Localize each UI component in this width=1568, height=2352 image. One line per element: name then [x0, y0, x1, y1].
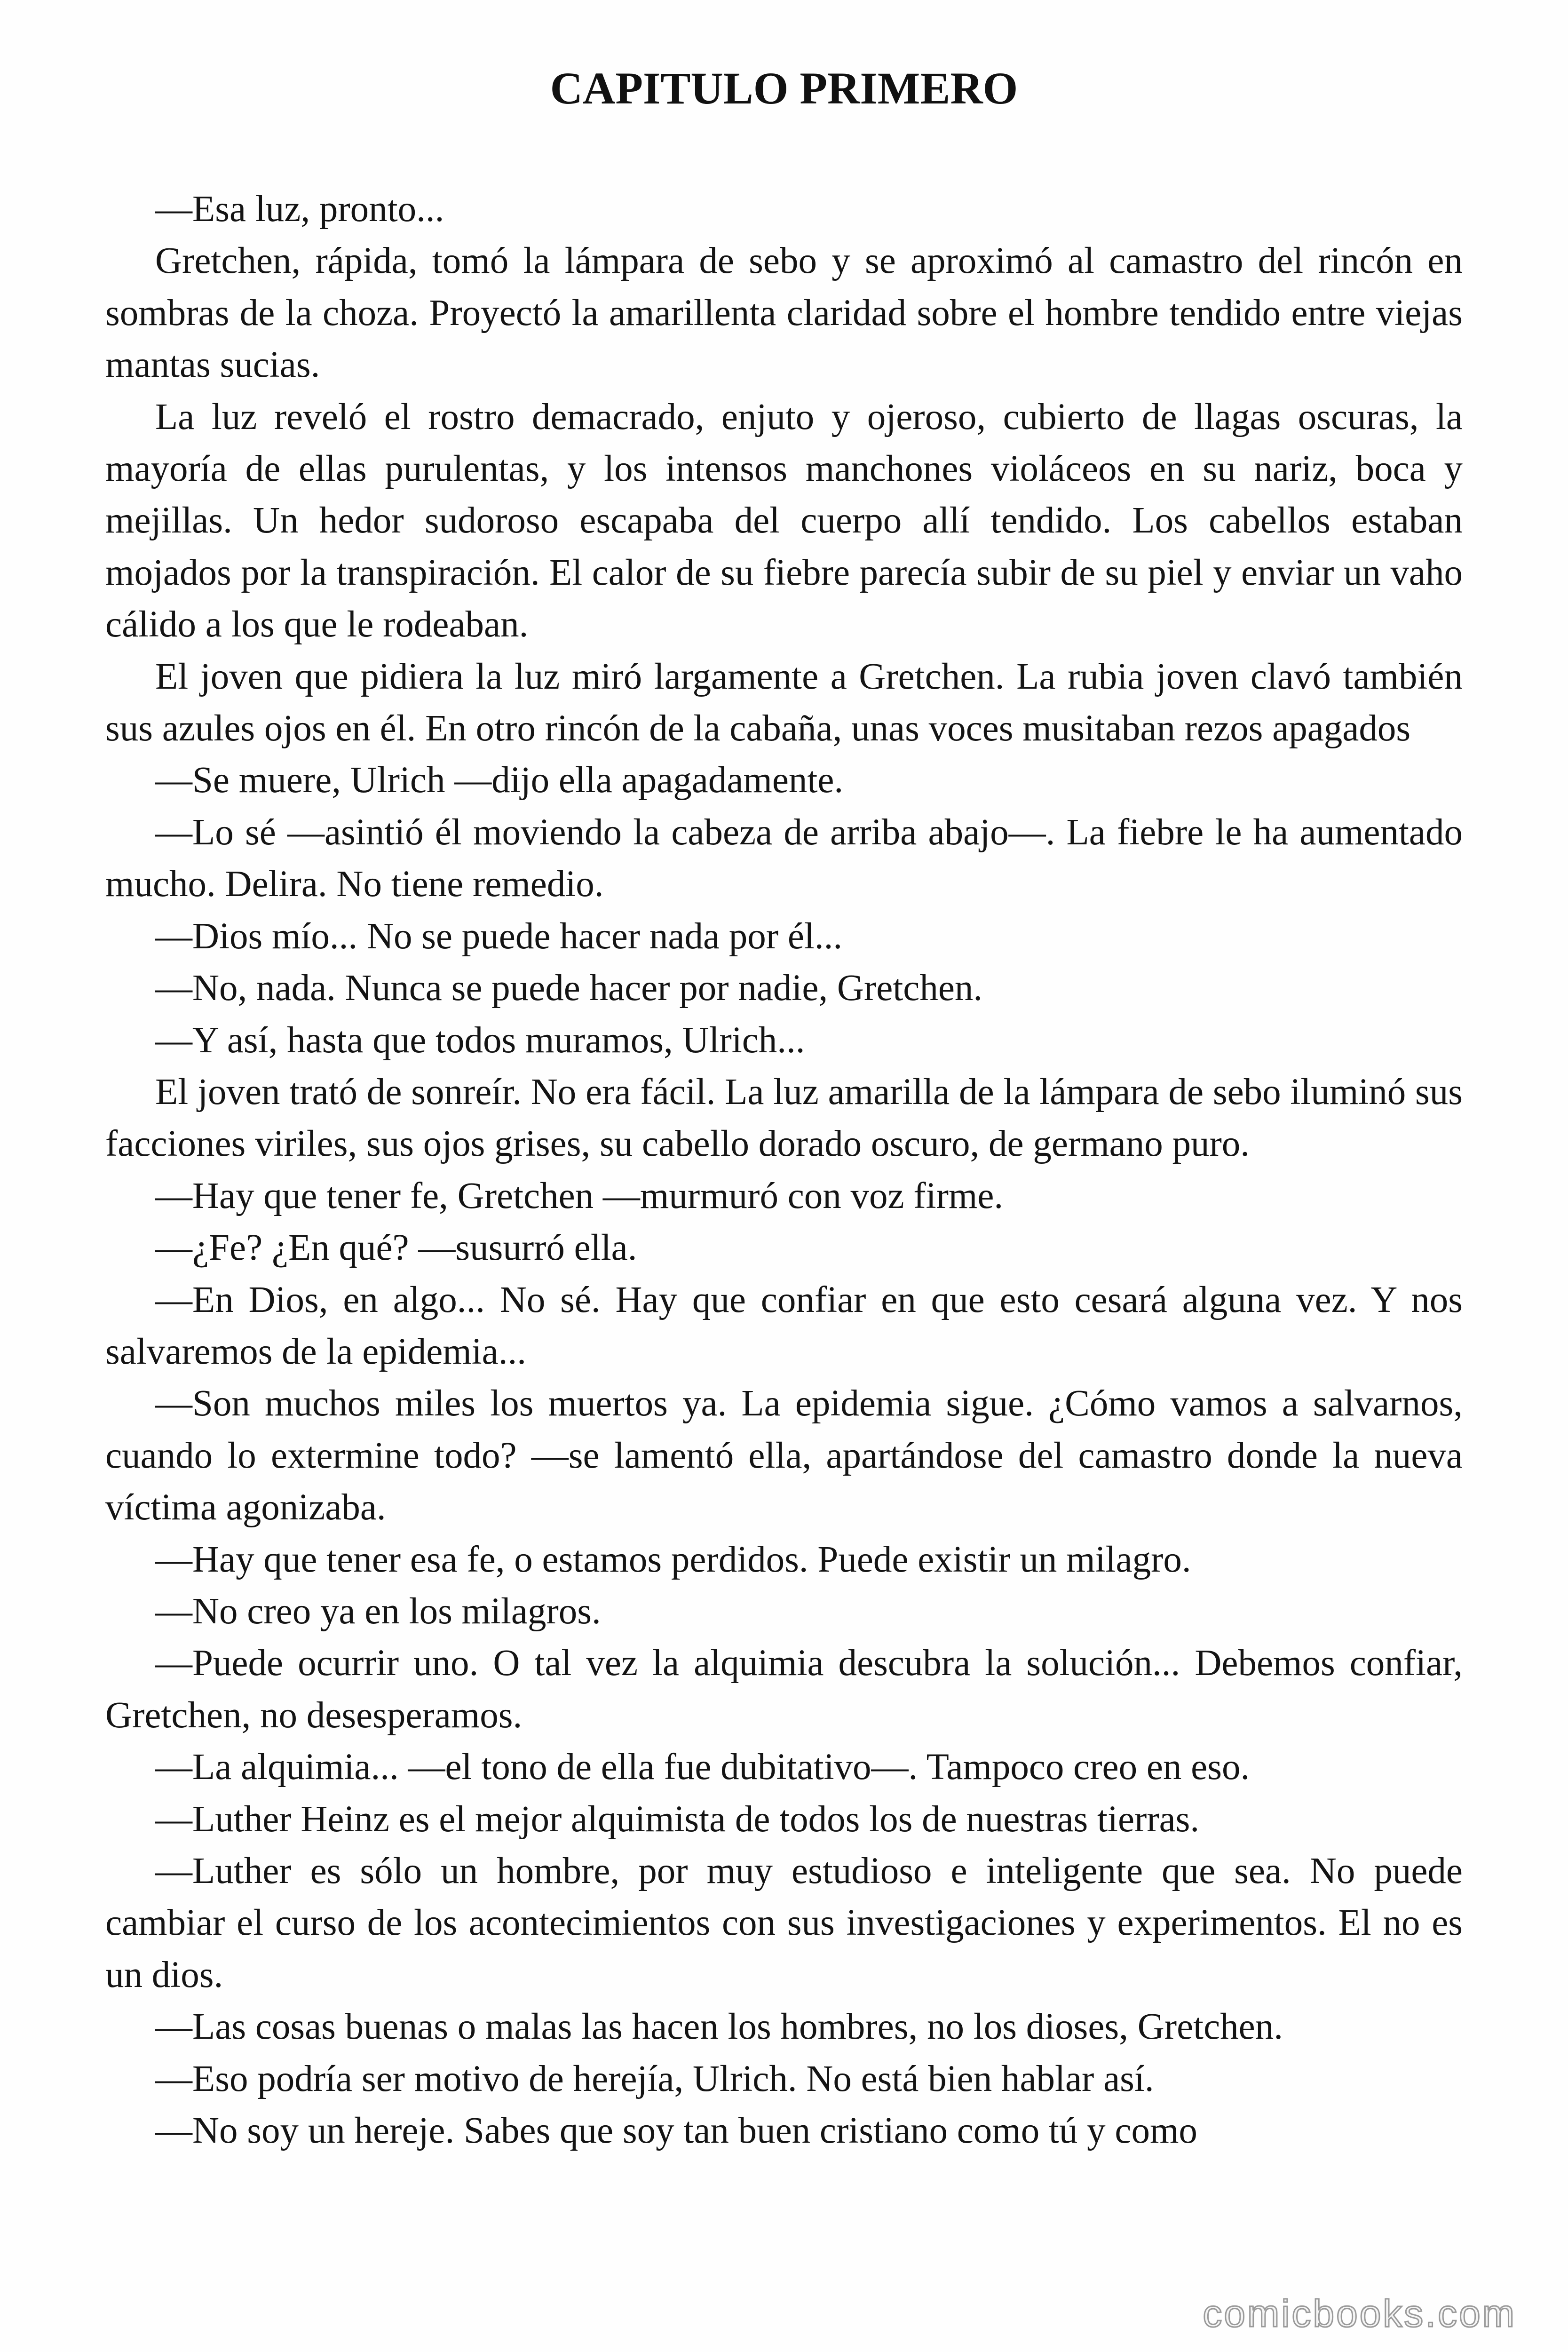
- chapter-title: CAPITULO PRIMERO: [550, 63, 1018, 113]
- paragraph: —Lo sé —asintió él moviendo la cabeza de arriba abajo—. La fiebre le ha aumentado mucho. Delira. No tiene remedio.: [105, 811, 1463, 905]
- paragraph: —La alquimia... —el tono de ella fue dubitativo—. Tampoco creo en eso.: [155, 1747, 1250, 1788]
- paragraph: —¿Fe? ¿En qué? —susurró ella.: [155, 1227, 637, 1269]
- paragraph: —Las cosas buenas o malas las hacen los hombres, no los dioses, Gretchen.: [155, 2006, 1283, 2048]
- chapter-body: [105, 183, 1463, 2157]
- paragraph: —Se muere, Ulrich —dijo ella apagadamente.: [155, 760, 844, 801]
- paragraph: —Son muchos miles los muertos ya. La epidemia sigue. ¿Cómo vamos a salvarnos, cuando lo extermine todo? —se lamentó ella, apartándose del camastro donde la nueva víctima agonizaba.: [105, 1383, 1463, 1528]
- paragraph: —Puede ocurrir uno. O tal vez la alquimia descubra la solución... Debemos confiar, Gretchen, no desesperamos.: [105, 1643, 1463, 1736]
- paragraph: Gretchen, rápida, tomó la lámpara de sebo y se aproximó al camastro del rincón en sombras de la choza. Proyectó la amarillenta claridad sobre el hombre tendido entre viejas mantas sucias.: [105, 240, 1463, 386]
- paragraph: —Luther Heinz es el mejor alquimista de todos los de nuestras tierras.: [155, 1798, 1200, 1840]
- paragraph: —Dios mío... No se puede hacer nada por él...: [155, 915, 843, 957]
- paragraph: —Hay que tener esa fe, o estamos perdidos. Puede existir un milagro.: [155, 1539, 1191, 1580]
- paragraph: —Luther es sólo un hombre, por muy estudioso e inteligente que sea. No puede cambiar el curso de los acontecimientos con sus investigaciones y experimentos. El no es un dios.: [105, 1851, 1463, 1995]
- site-watermark: comicbooks.com: [1203, 2292, 1516, 2335]
- paragraph: La luz reveló el rostro demacrado, enjuto y ojeroso, cubierto de llagas oscuras, la mayoría de ellas purulentas, y los intensos manchones violáceos en su nariz, boca y mejillas. Un hedor sudoroso escapaba del cuerpo allí tendido. Los cabellos estaban mojados por la transpiración. El calor de su fiebre parecía subir de su piel y enviar un vaho cálido a los que le rodeaban.: [105, 396, 1463, 645]
- paragraph-cut-off: —No soy un hereje. Sabes que soy tan buen cristiano como tú y como: [155, 2110, 1197, 2152]
- paragraph: El joven trató de sonreír. No era fácil. La luz amarilla de la lámpara de sebo iluminó sus facciones viriles, sus ojos grises, su cabello dorado oscuro, de germano puro.: [105, 1071, 1463, 1165]
- paragraph: El joven que pidiera la luz miró largamente a Gretchen. La rubia joven clavó también sus azules ojos en él. En otro rincón de la cabaña, unas voces musitaban rezos apagados: [105, 656, 1463, 749]
- paragraph: —En Dios, en algo... No sé. Hay que confiar en que esto cesará alguna vez. Y nos salvaremos de la epidemia...: [105, 1279, 1463, 1372]
- paragraph: —Y así, hasta que todos muramos, Ulrich...: [155, 1019, 805, 1061]
- paragraph: —Eso podría ser motivo de herejía, Ulrich. No está bien hablar así.: [155, 2058, 1154, 2099]
- paragraph: —Hay que tener fe, Gretchen —murmuró con voz firme.: [155, 1175, 1004, 1216]
- paragraph: —Esa luz, pronto...: [155, 189, 444, 230]
- paragraph: —No, nada. Nunca se puede hacer por nadie, Gretchen.: [155, 968, 983, 1009]
- paragraph: —No creo ya en los milagros.: [155, 1590, 601, 1632]
